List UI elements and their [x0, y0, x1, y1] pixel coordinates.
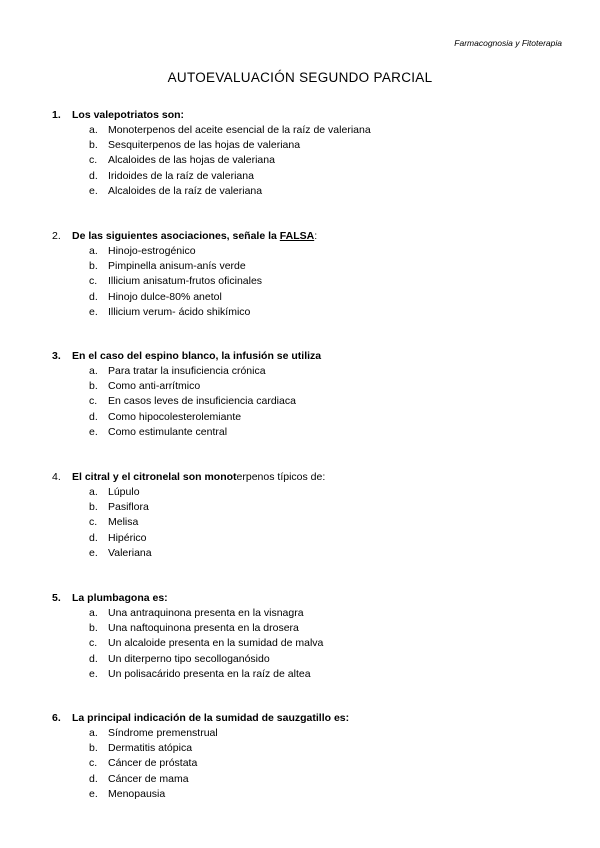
option-text: Pasiflora [108, 501, 149, 514]
options-list [52, 485, 572, 561]
question-text: De las siguientes asociaciones, señale la [72, 230, 280, 242]
option-letter: e. [89, 305, 98, 318]
option-letter: d. [89, 531, 98, 544]
option-letter: e. [89, 425, 98, 438]
question-stem [52, 711, 572, 726]
option-letter: b. [89, 139, 98, 152]
question-emphasis: FALSA [279, 230, 315, 242]
question-number: 6. [52, 712, 61, 724]
option-text: Illicium anisatum-frutos oficinales [108, 275, 263, 288]
question-text: La plumbagona es: [72, 592, 168, 604]
option-d [52, 410, 572, 425]
option-d [52, 531, 572, 546]
option-e [52, 787, 572, 802]
option-c [52, 394, 572, 409]
option-text: Illicium verum- ácido shikímico [108, 305, 251, 318]
option-text: Pimpinella anisum-anís verde [108, 260, 246, 273]
option-letter: c. [89, 154, 98, 167]
option-text: Iridoides de la raíz de valeriana [108, 169, 254, 182]
option-text: Hinojo-estrogénico [108, 245, 196, 257]
option-b [52, 259, 572, 274]
option-d [52, 290, 572, 305]
option-c [52, 153, 572, 168]
option-d [52, 652, 572, 667]
option-text: Como estimulante central [108, 425, 228, 438]
option-letter: b. [89, 501, 98, 514]
option-letter: d. [89, 290, 98, 303]
option-letter: a. [89, 245, 98, 257]
page-title: AUTOEVALUACIÓN SEGUNDO PARCIAL [167, 70, 433, 85]
option-c [52, 756, 572, 771]
option-c [52, 636, 572, 651]
option-letter: c. [89, 275, 98, 288]
option-letter: b. [89, 380, 98, 393]
question-stem [52, 229, 572, 244]
question-number: 4. [52, 471, 61, 483]
option-text: Para tratar la insuficiencia crónica [108, 365, 266, 377]
option-b [52, 138, 572, 153]
option-text: Alcaloides de la raíz de valeriana [108, 184, 263, 197]
option-d [52, 169, 572, 184]
options-list [52, 364, 572, 440]
option-text: Un diterperno tipo secolloganósido [108, 652, 270, 665]
option-a [52, 244, 572, 259]
option-text: Monoterpenos del aceite esencial de la raíz de valeriana [108, 124, 371, 136]
option-letter: a. [89, 124, 98, 136]
question-number: 3. [52, 350, 61, 362]
question-1 [52, 108, 572, 199]
options-list [52, 726, 572, 802]
question-text: La principal indicación de la sumidad de sauzgatillo es: [72, 712, 350, 724]
question-number: 5. [52, 592, 61, 604]
option-c [52, 515, 572, 530]
option-text: Síndrome premenstrual [108, 727, 218, 739]
question-stem [52, 349, 572, 364]
question-2 [52, 229, 572, 320]
option-letter: c. [89, 395, 98, 408]
option-e [52, 546, 572, 561]
question-text: En el caso del espino blanco, la infusión se utiliza [72, 350, 322, 362]
option-a [52, 485, 572, 500]
option-a [52, 606, 572, 621]
option-letter: e. [89, 184, 98, 197]
options-list [52, 244, 572, 320]
option-letter: a. [89, 365, 98, 377]
option-letter: e. [89, 787, 98, 800]
option-text: Valeriana [108, 546, 152, 559]
option-letter: d. [89, 169, 98, 182]
question-text-suffix: : [314, 230, 318, 242]
option-b [52, 379, 572, 394]
option-e [52, 184, 572, 199]
option-letter: a. [89, 727, 98, 739]
option-text: Sesquiterpenos de las hojas de valeriana [108, 139, 301, 152]
option-text: Hipérico [108, 531, 147, 544]
option-text: Como anti-arrítmico [108, 380, 201, 393]
option-text: Una naftoquinona presenta en la drosera [108, 622, 299, 635]
option-b [52, 500, 572, 515]
question-stem [52, 108, 572, 123]
option-letter: a. [89, 607, 98, 619]
option-e [52, 305, 572, 320]
question-text-suffix: erpenos típicos de: [236, 471, 326, 483]
options-list [52, 606, 572, 682]
option-letter: c. [89, 757, 98, 770]
option-text: Menopausia [108, 787, 166, 800]
question-3 [52, 349, 572, 440]
question-stem [52, 470, 572, 485]
option-text: Melisa [108, 516, 139, 529]
option-e [52, 667, 572, 682]
option-text: Lúpulo [108, 486, 140, 498]
question-stem [52, 591, 572, 606]
option-letter: b. [89, 622, 98, 635]
option-letter: b. [89, 260, 98, 273]
option-a [52, 726, 572, 741]
question-4 [52, 470, 572, 561]
question-6 [52, 711, 572, 802]
option-letter: b. [89, 742, 98, 755]
option-text: Alcaloides de las hojas de valeriana [108, 154, 275, 167]
option-letter: c. [89, 637, 98, 650]
option-a [52, 364, 572, 379]
option-letter: d. [89, 772, 98, 785]
option-text: Un alcaloide presenta en la sumidad de malva [108, 637, 324, 650]
option-e [52, 425, 572, 440]
option-c [52, 274, 572, 289]
question-text: Los valepotriatos son: [72, 109, 185, 121]
question-5 [52, 591, 572, 682]
question-number: 1. [52, 109, 61, 121]
option-text: Una antraquinona presenta en la visnagra [108, 607, 304, 619]
option-letter: d. [89, 410, 98, 423]
question-number: 2. [52, 230, 61, 242]
option-letter: d. [89, 652, 98, 665]
question-text: El citral y el citronelal son monot [72, 471, 237, 483]
option-text: En casos leves de insuficiencia cardiaca [108, 395, 296, 408]
option-b [52, 741, 572, 756]
option-letter: a. [89, 486, 98, 498]
options-list [52, 123, 572, 199]
option-letter: c. [89, 516, 98, 529]
option-text: Cáncer de próstata [108, 757, 198, 770]
option-d [52, 772, 572, 787]
option-text: Un polisacárido presenta en la raíz de altea [108, 667, 311, 680]
option-text: Hinojo dulce-80% anetol [108, 290, 222, 303]
course-header: Farmacognosia y Fitoterapia [454, 38, 562, 48]
option-text: Cáncer de mama [108, 772, 189, 785]
option-letter: e. [89, 546, 98, 559]
option-letter: e. [89, 667, 98, 680]
option-a [52, 123, 572, 138]
option-text: Como hipocolesterolemiante [108, 410, 242, 423]
option-b [52, 621, 572, 636]
option-text: Dermatitis atópica [108, 742, 193, 755]
